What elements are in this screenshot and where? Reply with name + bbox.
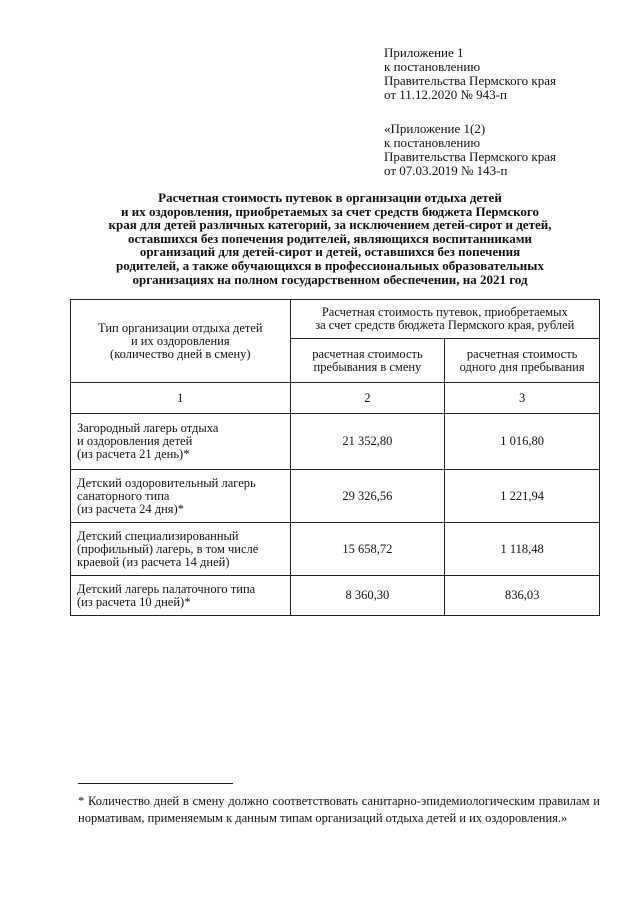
row-organization-name: [71, 470, 291, 523]
header-sub-line: расчетная стоимость: [466, 346, 578, 361]
row-name-line: (из расчета 24 дня)*: [77, 501, 184, 516]
title-line: и их оздоровления, приобретаемых за счет средств бюджета Пермского: [120, 203, 539, 219]
row-day-cost: 1 016,80: [445, 414, 600, 470]
row-organization-name: [71, 414, 291, 470]
header-sub-line: пребывания в смену: [313, 359, 422, 374]
header-type-line: Тип организации отдыха детей: [98, 320, 263, 335]
header-type-line: (количество дней в смену): [110, 346, 251, 361]
row-name-line: и оздоровления детей: [77, 434, 193, 448]
header-sub-line: одного дня пребывания: [459, 359, 585, 374]
header-cost-group: [290, 300, 599, 339]
footnote: * Количество дней в смену должно соответствовать санитарно-эпидемиологическим правилам и нормативам, применяемым к данным типам организаций отдыха детей и их оздоровления.»: [78, 794, 600, 825]
row-organization-name: [71, 523, 291, 576]
row-name-line: (профильный) лагерь, в том числе: [77, 541, 259, 556]
table-row: [71, 523, 600, 576]
column-number: 2: [290, 383, 445, 414]
appendix-2-reference: [384, 122, 556, 178]
appendix-1-line: Приложение 1: [384, 45, 464, 60]
header-organization-type: [71, 300, 291, 383]
footnote-divider: [78, 783, 233, 784]
row-name-line: краевой (из расчета 14 дней): [77, 554, 230, 569]
title-line: родителей, а также обучающихся в профессиональных образовательных: [116, 257, 544, 273]
row-name-line: санаторного типа: [77, 488, 170, 503]
cost-table: [70, 299, 600, 616]
appendix-2-line: к постановлению: [384, 135, 481, 150]
row-shift-cost: 8 360,30: [290, 576, 445, 616]
row-name-line: Загородный лагерь отдыха: [77, 421, 219, 435]
header-sub-line: расчетная стоимость: [312, 346, 423, 361]
title-line: оставшихся без попечения родителей, являющихся воспитанниками: [127, 230, 533, 246]
appendix-1-line: Правительства Пермского края: [384, 73, 556, 88]
title-line: организациях на полном государственном обеспечении, на 2021 год: [132, 271, 528, 287]
row-name-line: Детский оздоровительный лагерь: [77, 475, 256, 490]
appendix-1-reference: [384, 46, 556, 102]
table-row: [71, 414, 600, 470]
appendix-2-line: от 07.03.2019 № 143-п: [384, 163, 508, 178]
header-day-cost: [445, 339, 600, 383]
row-name-line: (из расчета 21 день)*: [77, 447, 190, 461]
header-shift-cost: [290, 339, 445, 383]
title-line: Расчетная стоимость путевок в организации отдыха детей: [158, 190, 502, 205]
row-day-cost: 1 118,48: [445, 523, 600, 576]
title-line: организаций для детей-сирот и детей, оставшихся без попечения: [139, 244, 521, 260]
row-name-line: Детский лагерь палаточного типа: [77, 581, 256, 596]
table-row: [71, 470, 600, 523]
header-type-line: и их оздоровления: [130, 333, 230, 348]
row-name-line: (из расчета 10 дней)*: [77, 594, 191, 609]
column-number: 1: [71, 383, 291, 414]
table-row: [71, 576, 600, 616]
appendix-1-line: от 11.12.2020 № 943-п: [384, 87, 507, 102]
row-day-cost: 1 221,94: [445, 470, 600, 523]
row-shift-cost: 29 326,56: [290, 470, 445, 523]
appendix-1-line: к постановлению: [384, 59, 481, 74]
row-shift-cost: 21 352,80: [290, 414, 445, 470]
appendix-2-line: Правительства Пермского края: [384, 149, 556, 164]
title-line: края для детей различных категорий, за исключением детей-сирот и детей,: [108, 217, 552, 233]
header-group-line: Расчетная стоимость путевок, приобретаемых: [321, 305, 568, 320]
row-organization-name: [71, 576, 291, 616]
appendix-2-line: «Приложение 1(2): [384, 121, 486, 136]
document-title: [60, 191, 600, 286]
row-day-cost: 836,03: [445, 576, 600, 616]
column-number: 3: [445, 383, 600, 414]
header-group-line: за счет средств бюджета Пермского края, рублей: [315, 318, 575, 333]
row-name-line: Детский специализированный: [77, 528, 239, 543]
row-shift-cost: 15 658,72: [290, 523, 445, 576]
